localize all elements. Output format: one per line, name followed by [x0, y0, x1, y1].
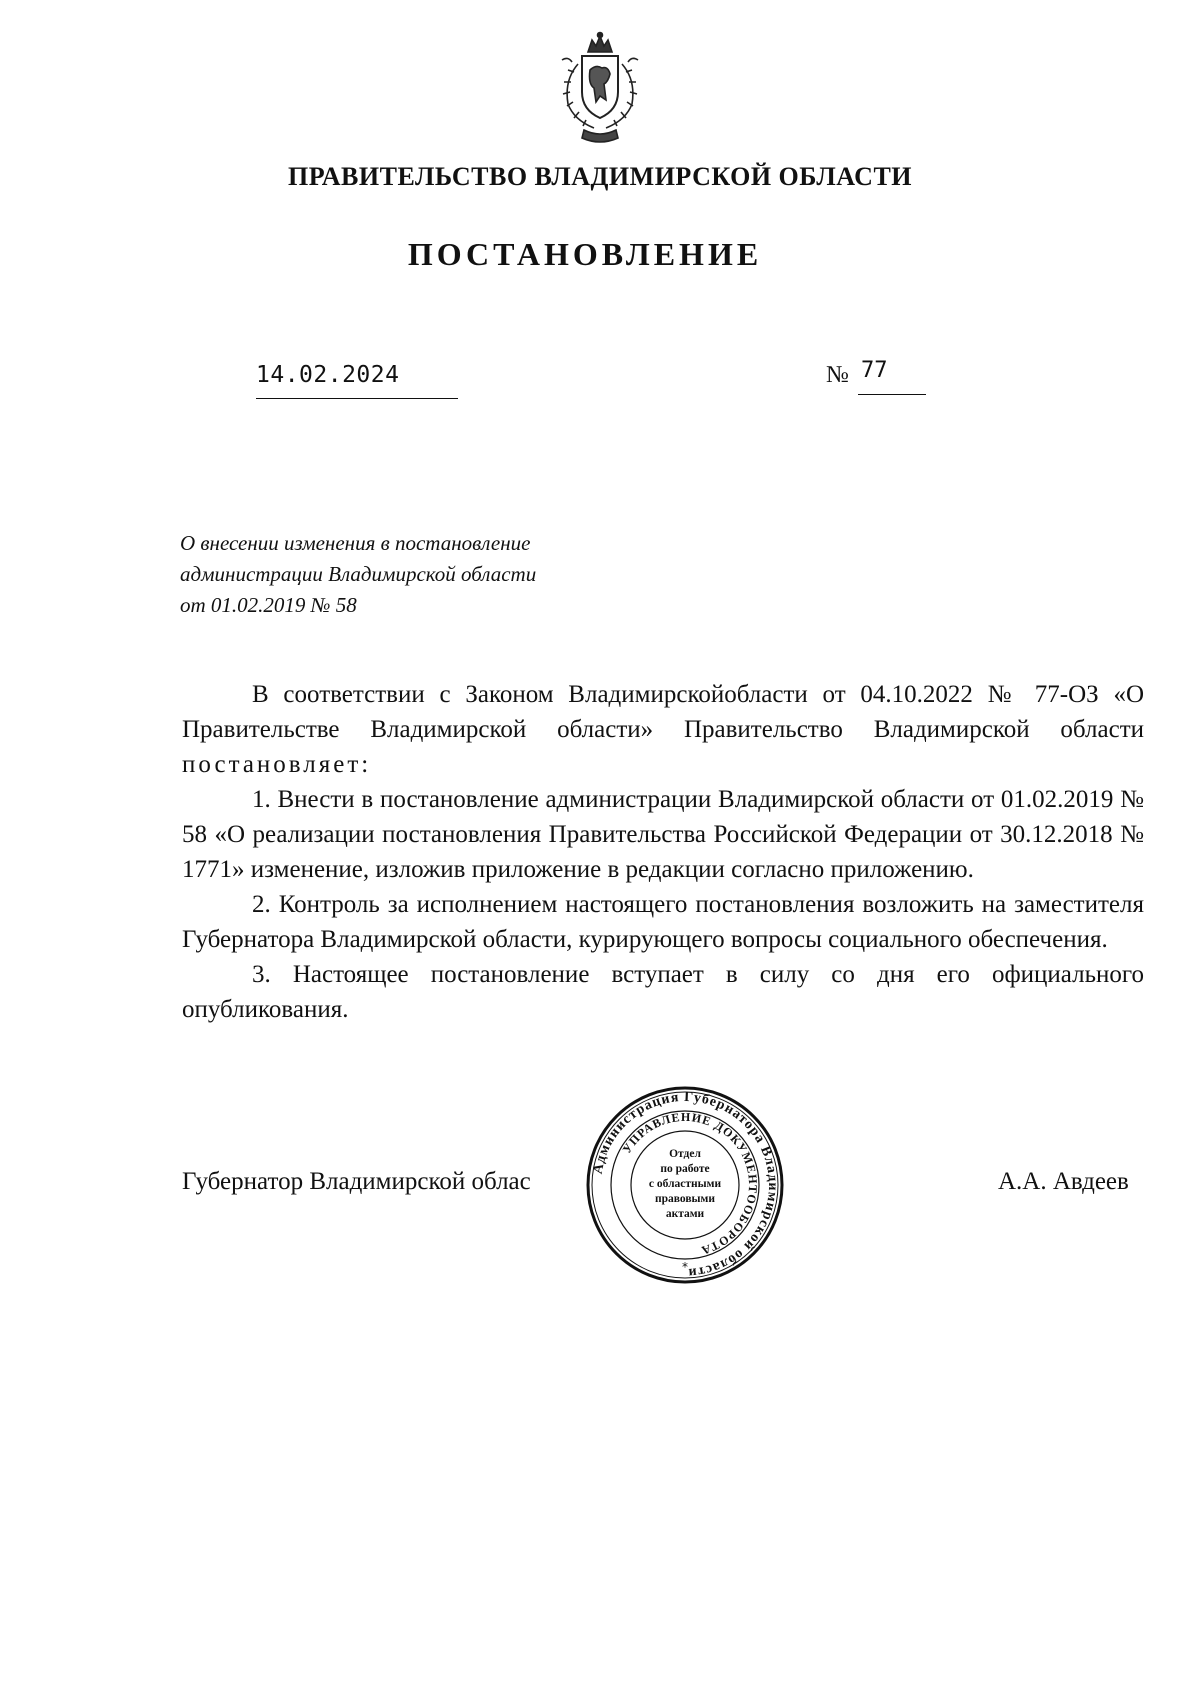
document-date: 14.02.2024 [256, 362, 400, 388]
signer-position: Губернатор Владимирской облас [182, 1168, 531, 1195]
stamp-center-line: Отдел [669, 1148, 701, 1160]
document-body [182, 677, 1144, 1027]
date-field [256, 362, 458, 399]
subject-line: от 01.02.2019 № 58 [180, 593, 357, 617]
item-paragraph: 3. Настоящее постановление вступает в силу со дня его официального опубликования. [182, 961, 1144, 1023]
number-sign: № [826, 362, 849, 388]
stamp-center-line: правовыми [654, 1193, 715, 1205]
preamble-paragraph [182, 677, 1144, 782]
subject-line: администрации Владимирской области [180, 562, 537, 586]
svg-text:*: * [682, 1260, 688, 1274]
official-stamp [585, 1085, 785, 1285]
stamp-outer-text: Администрация Губернатора Владимирской области [590, 1089, 781, 1281]
item-paragraph: 1. Внести в постановление администрации Владимирской области от 01.02.2019 № 58 «О реализации постановления Правительства Российской Федерации от 30.12.2018 № 1771» изменение, изложив приложение в редакции согласно приложению. [182, 786, 1144, 883]
decree-word: постановляет: [182, 751, 372, 778]
stamp-center-line: актами [665, 1208, 705, 1220]
preamble-text: В соответствии с Законом Владимирскойобласти от 04.10.2022 № 77-ОЗ «О Правительстве Владимирской области» Правительство Владимирской области [182, 681, 1144, 743]
document-type-title: ПОСТАНОВЛЕНИЕ [407, 236, 763, 272]
item-paragraph: 2. Контроль за исполнением настоящего постановления возложить на заместителя Губернатора Владимирской области, курирующего вопросы социального обеспечения. [182, 891, 1144, 953]
stamp-center-text [635, 1147, 735, 1222]
coat-of-arms-emblem [538, 30, 662, 148]
subject-line: О внесении изменения в постановление [180, 531, 531, 555]
number-field [858, 356, 926, 395]
signer-name: А.А. Авдеев [998, 1168, 1129, 1195]
stamp-inner-text: УПРАВЛЕНИЕ ДОКУМЕНТООБОРОТА [619, 1109, 761, 1258]
document-number: 77 [861, 358, 888, 383]
stamp-center-line: с областными [648, 1178, 722, 1190]
stamp-center-line: по работе [660, 1163, 710, 1175]
government-title: ПРАВИТЕЛЬСТВО ВЛАДИМИРСКОЙ ОБЛАСТИ [287, 162, 913, 191]
document-subject [180, 528, 640, 621]
